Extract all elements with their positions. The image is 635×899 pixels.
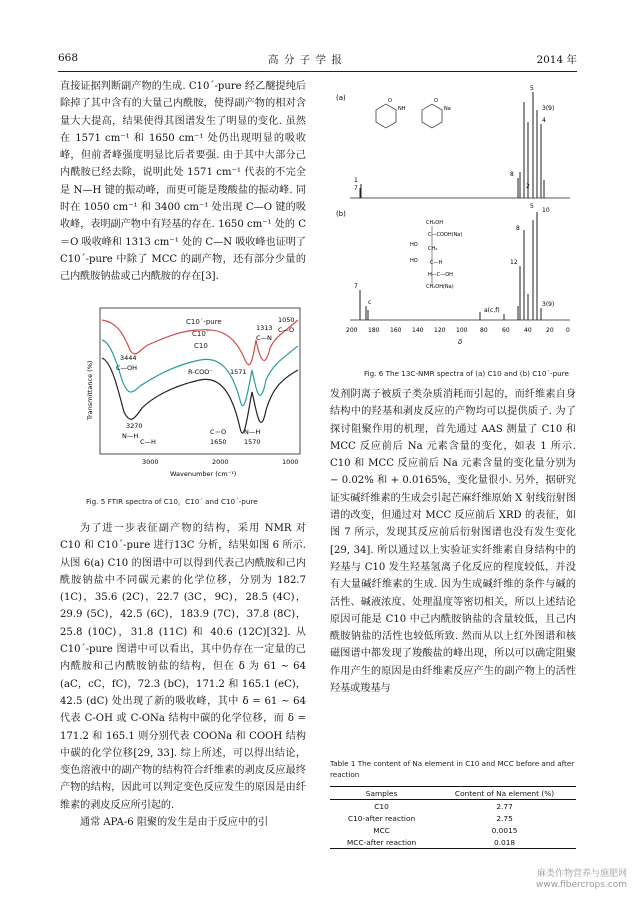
fig6-panel-a-label: (a) (336, 94, 346, 102)
fig6-xtick-0: 0 (566, 327, 570, 334)
svg-text:H—C—OH: H—C—OH (428, 272, 453, 278)
fig6a-struct-o1: O (388, 98, 392, 104)
watermark-line2: www.fibercrops.com (536, 880, 627, 890)
table-cell: 0.018 (433, 836, 576, 849)
fig5-ann-1570: 1570 (244, 438, 261, 446)
fig6b-peak-c: c (368, 299, 372, 306)
fig6b-peak-39: 3(9) (542, 301, 555, 308)
fig5-ann-nh: N—H (122, 432, 139, 440)
fig6a-peak-1: 1 (354, 177, 358, 184)
svg-text:HO: HO (410, 258, 418, 264)
fig6-nmr-chart (330, 80, 580, 350)
table1-title: Table 1 The content of Na element in C10 and MCC before and after reaction (330, 759, 575, 779)
fig6-xtick-80: 80 (480, 327, 488, 334)
fig5-ann-coh: C—OH (116, 364, 138, 372)
table-cell: C10 (374, 801, 389, 811)
fig5-ann-3444: 3444 (120, 354, 137, 362)
table1 (330, 786, 576, 849)
year: 2014 年 (536, 54, 577, 66)
svg-text:CH₂OH(Na): CH₂OH(Na) (426, 284, 454, 290)
table-cell: 2.75 (496, 813, 513, 823)
fig6b-peak-8: 8 (516, 225, 520, 232)
fig5-ann-1313: 1313 (256, 324, 273, 332)
fig5-ann-nh1570: N—H (244, 428, 261, 436)
svg-text:HO: HO (410, 242, 418, 248)
fig5-xtick-1000: 1000 (282, 458, 299, 466)
fig6-xtick-20: 20 (546, 327, 554, 334)
fig6a-peak-7: 7 (354, 185, 358, 192)
fig6-caption: Fig. 6 The 13C-NMR spectra of (a) C10 and (b) C10´-pure (364, 369, 569, 378)
table-row (330, 824, 576, 836)
table-row (330, 812, 576, 824)
fig5-ylabel: Transmittance (%) (86, 360, 94, 420)
fig5-ann-1571: 1571 (230, 368, 247, 376)
left-paragraph-3: 通常 APA-6 阻聚的发生是由于反应中的引 (80, 817, 269, 829)
fig5-ann-co: C—O (278, 326, 295, 334)
fig5-caption: Fig. 5 FTIR spectra of C10，C10´ and C10´-pure (86, 497, 258, 506)
table-cell: MCC (373, 825, 390, 835)
fig5-ann-cn: C—N (256, 334, 272, 342)
svg-text:CH₂OH: CH₂OH (426, 220, 443, 226)
fig5-xtick-2000: 2000 (212, 458, 229, 466)
fig6b-peak-7: 7 (354, 283, 358, 290)
fig6a-peak-39: 3(9) (542, 105, 555, 112)
fig6a-struct-o2: O (434, 98, 438, 104)
fig6b-structure (410, 220, 462, 290)
fig5-ann-1650: 1650 (210, 438, 227, 446)
fig6a-struct-na: Na (444, 106, 451, 112)
fig6a-peak-2: 2 (526, 183, 530, 190)
fig5-legend-c10p: C10´ (192, 330, 210, 338)
svg-text:CH₂: CH₂ (428, 246, 438, 252)
fig6-xtick-40: 40 (524, 327, 532, 334)
fig6b-peak-12: 12 (510, 259, 518, 266)
fig5-xtick-3000: 3000 (142, 458, 159, 466)
table-cell: 0.0015 (491, 825, 518, 835)
fig6a-struct-nh: NH (398, 106, 406, 112)
fig6-x-ticks (346, 327, 570, 334)
svg-text:C—H: C—H (430, 260, 443, 266)
fig6-xlabel: δ (458, 338, 463, 346)
fig6a-peak-5: 5 (530, 85, 534, 92)
table-cell: MCC-after reaction (330, 836, 433, 849)
fig6-xtick-100: 100 (456, 327, 468, 334)
right-column (330, 386, 576, 697)
table-row (330, 836, 576, 849)
fig5-legend-c10pure: C10´-pure (186, 318, 222, 326)
table-cell: C10-after reaction (347, 813, 416, 823)
fig5-ftir-chart (60, 300, 310, 490)
fig5-ann-1050: 1050 (278, 316, 295, 324)
left-paragraph-2: 为了进一步表征副产物的结构，采用 NMR 对 C10 和 C10´-pure 进行13C 分析，结果如图 6 所示. 从图 6(a) C10 的图谱中可以得到代表己内酰胺和己内酰胺钠盐中不同碳元素的化学位移，分别为 182.7 (1C)，35.6 (2C)，22.7 (3C，9C)，28.5 (4C)，29.9 (5C)，42.5 (6C)，183.9 (7C)，37.8 (8C)，25.8 (10C)，31.8 (11C) 和 40.6 (12C)[32]. 从 C10´-pure 图谱中可以看出，其中仍存在一定量的己内酰胺和己内酰胺钠盐的结构，但在 δ 为 61 ~ 64 (aC，cC，fC)，72.3 (bC)，171.2 和 165.1 (eC)，42.5 (dC) 处出现了新的吸收峰，其中 δ = 61 ~ 64 代表 C-OH 或 C-ONa 结构中碳的化学位移，而 δ = 171.2 和 165.1 则分别代表 COONa 和 COOH 结构中碳的化学位移[29, 33]. 综上所述，可以得出结论，变色溶液中的副产物的结构符合纤维素的剥皮反应最终产物的结构，因此可以判定变色反应发生的原因是由纤维素的剥皮反应所引起的. (60, 523, 306, 811)
left-column-top (60, 78, 306, 286)
fig5-ann-3270: 3270 (126, 422, 143, 430)
fig6-xtick-60: 60 (502, 327, 510, 334)
fig6-xtick-200: 200 (346, 327, 358, 334)
svg-text:C—COOH(Na): C—COOH(Na) (428, 232, 463, 238)
left-paragraph-1: 直接证据判断副产物的生成. C10´-pure 经乙醚提纯后除掉了其中含有的大量己内酰胺，使得副产物的相对含量大大提高，结果使得其图谱发生了明显的变化. 虽然在 1571 cm⁻¹ 和 1650 cm⁻¹ 处仍出现明显的吸收峰，但前者峰强度明显比后者要强. 由于其中大部分己内酰胺已经去除，说明此处 1571 cm⁻¹ 代表的不完全是 N—H 键的振动峰，而更可能是羧酸盐的振动峰. 同时在 1050 cm⁻¹ 和 3400 cm⁻¹ 处出现 C—O 键的吸收峰，表明副产物中有羟基的存在. 1650 cm⁻¹ 处的 C＝O 吸收峰和 1313 cm⁻¹ 处的 C—N 吸收峰也证明了 C10´-pure 中除了 MCC 的副产物，还有部分少量的己内酰胺钠盐或己内酰胺的存在[3]. (60, 81, 306, 283)
watermark-line1: 麻类作物营养与施肥网 (536, 869, 627, 879)
fig6b-peak-10: 10 (542, 207, 550, 214)
table1-header-samples: Samples (330, 787, 433, 800)
table-row (330, 800, 576, 813)
fig6-xtick-180: 180 (368, 327, 380, 334)
table-cell: 2.77 (496, 801, 513, 811)
fig6b-peak-5: 5 (530, 203, 534, 210)
right-paragraph-1: 发剂阴离子被质子类杂质消耗而引起的，而纤维素自身结构中的羟基和剥皮反应的产物均可以提供质子. 为了探讨阻聚作用的机理，首先通过 AAS 测量了 C10 和 MCC 反应前后 Na 元素含量的变化，如表 1 所示. C10 和 MCC 反应前后 Na 元素含量的变化量分别为 − 0.02% 和 + 0.0165%，变化量很小. 另外，据研究证实碱纤维素的生成会引起芒麻纤维原始 X 射线衍射图谱的改变，但通过对 MCC 反应前后 XRD 的表征，如图 7 所示，发现其反应前后衍射图谱也没有发生变化[29, 34]. 所以通过以上实验证实纤维素自身结构中的羟基与 C10 发生羟基氢离子化反应的程度较低，并没有大量碱纤维素的生成. 因为生成碱纤维的条件与碱的活性、碱液浓度、处理温度等密切相关，所以上述结论原因可能是 C10 中己内酰胺钠盐的含量较低，且己内酰胺钠盐的活性也较低所致. 然而从以上红外图谱和核磁图谱中都发现了羧酸盐的峰出现，所以可以确定阻聚作用产生的原因是由纤维素反应产生的副产物上的活性羟基或羧基与 (330, 389, 576, 695)
fig6-xtick-140: 140 (412, 327, 424, 334)
fig6a-peak-4: 4 (542, 117, 546, 124)
fig5-legend-c10: C10 (194, 342, 208, 350)
fig5-ann-coo: R-COO⁻ (188, 368, 213, 376)
fig6-xtick-160: 160 (390, 327, 402, 334)
fig6-xtick-120: 120 (434, 327, 446, 334)
fig5-ann-co1650: C＝O (210, 428, 227, 436)
fig5-xlabel: Wavenumber (cm⁻¹) (170, 470, 237, 478)
journal-title: 高 分 子 学 报 (268, 54, 343, 66)
fig6a-peaks (360, 92, 544, 198)
left-column-bottom (60, 520, 306, 831)
fig6b-peak-ac: a(c,f) (484, 307, 500, 314)
page-number: 668 (58, 52, 79, 64)
fig6-panel-b-label: (b) (336, 210, 346, 218)
table1-header-content: Content of Na element (%) (433, 787, 576, 800)
header-rule (58, 71, 577, 72)
fig6a-peak-8: 8 (510, 171, 514, 178)
fig5-ann-ch: C—H (140, 438, 156, 446)
fig6b-peaks (360, 212, 541, 320)
